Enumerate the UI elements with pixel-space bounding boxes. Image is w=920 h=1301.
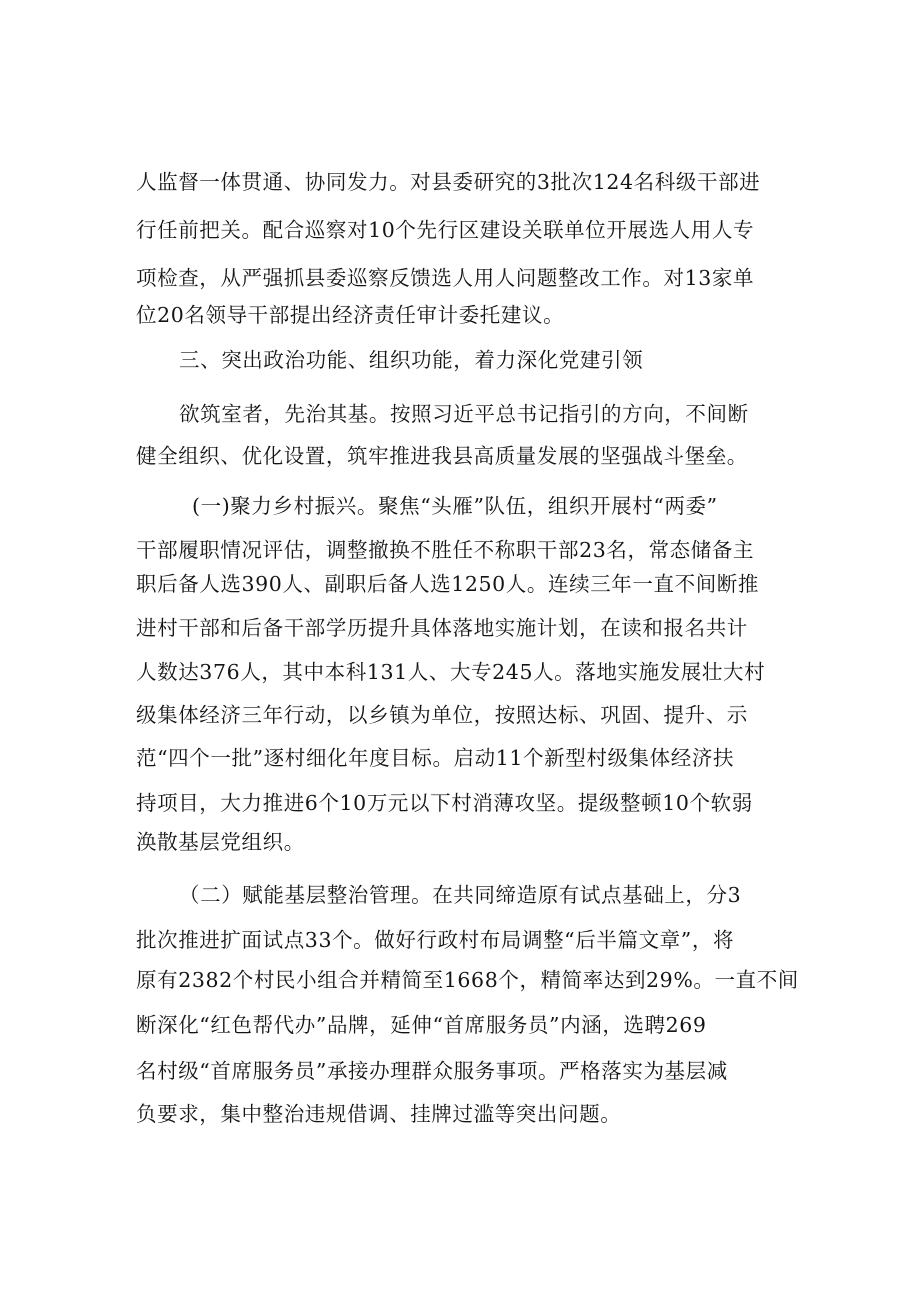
text-line: 负要求，集中整治违规借调、挂牌过滥等突出问题。 [136, 1102, 622, 1126]
text-line: 人数达376人，其中本科131人、大专245人。落地实施发展壮大村 [136, 660, 766, 684]
text-line: 欲筑室者，先治其基。按照习近平总书记指引的方向，不间断 [179, 402, 749, 426]
text-line: 原有2382个村民小组合并精简至1668个，精简率达到29%。一直不间 [136, 968, 799, 992]
text-line: (一)聚力乡村振兴。聚焦“头雁”队伍，组织开展村“两委” [192, 494, 718, 518]
text-line: 位20名领导干部提出经济责任审计委托建议。 [136, 303, 565, 327]
text-line: 涣散基层党组织。 [136, 830, 305, 854]
heading-line: 三、突出政治功能、组织功能，着力深化党建引领 [179, 348, 644, 372]
text-line: 级集体经济三年行动，以乡镇为单位，按照达标、巩固、提升、示 [136, 703, 748, 727]
text-line: 项检查，从严强抓县委巡察反馈选人用人问题整改工作。对13家单 [136, 266, 755, 290]
text-line: 持项目，大力推进6个10万元以下村消薄攻坚。提级整顿10个软弱 [136, 791, 753, 815]
text-line: 职后备人选390人、副职后备人选1250人。连续三年一直不间断推 [136, 572, 759, 596]
text-line: （二）赋能基层整治管理。在共同缔造原有试点基础上，分3 [179, 883, 742, 907]
text-line: 断深化“红色帮代办”品牌，延伸“首席服务员”内涵，选聘269 [136, 1013, 707, 1037]
text-line: 范“四个一批”逐村细化年度目标。启动11个新型村级集体经济扶 [136, 746, 735, 770]
text-line: 进村干部和后备干部学历提升具体落地实施计划，在读和报名共计 [136, 616, 748, 640]
text-line: 名村级“首席服务员”承接办理群众服务事项。严格落实为基层减 [136, 1059, 728, 1083]
text-line: 干部履职情况评估，调整撤换不胜任不称职干部23名，常态储备主 [136, 538, 755, 562]
text-line: 人监督一体贯通、协同发力。对县委研究的3批次124名科级干部进 [136, 170, 761, 194]
text-line: 行任前把关。配合巡察对10个先行区建设关联单位开展选人用人专 [136, 218, 755, 242]
text-line: 批次推进扩面试点33个。做好行政村布局调整“后半篇文章”，将 [136, 928, 735, 952]
text-line: 健全组织、优化设置，筑牢推进我县高质量发展的坚强战斗堡垒。 [136, 444, 748, 468]
